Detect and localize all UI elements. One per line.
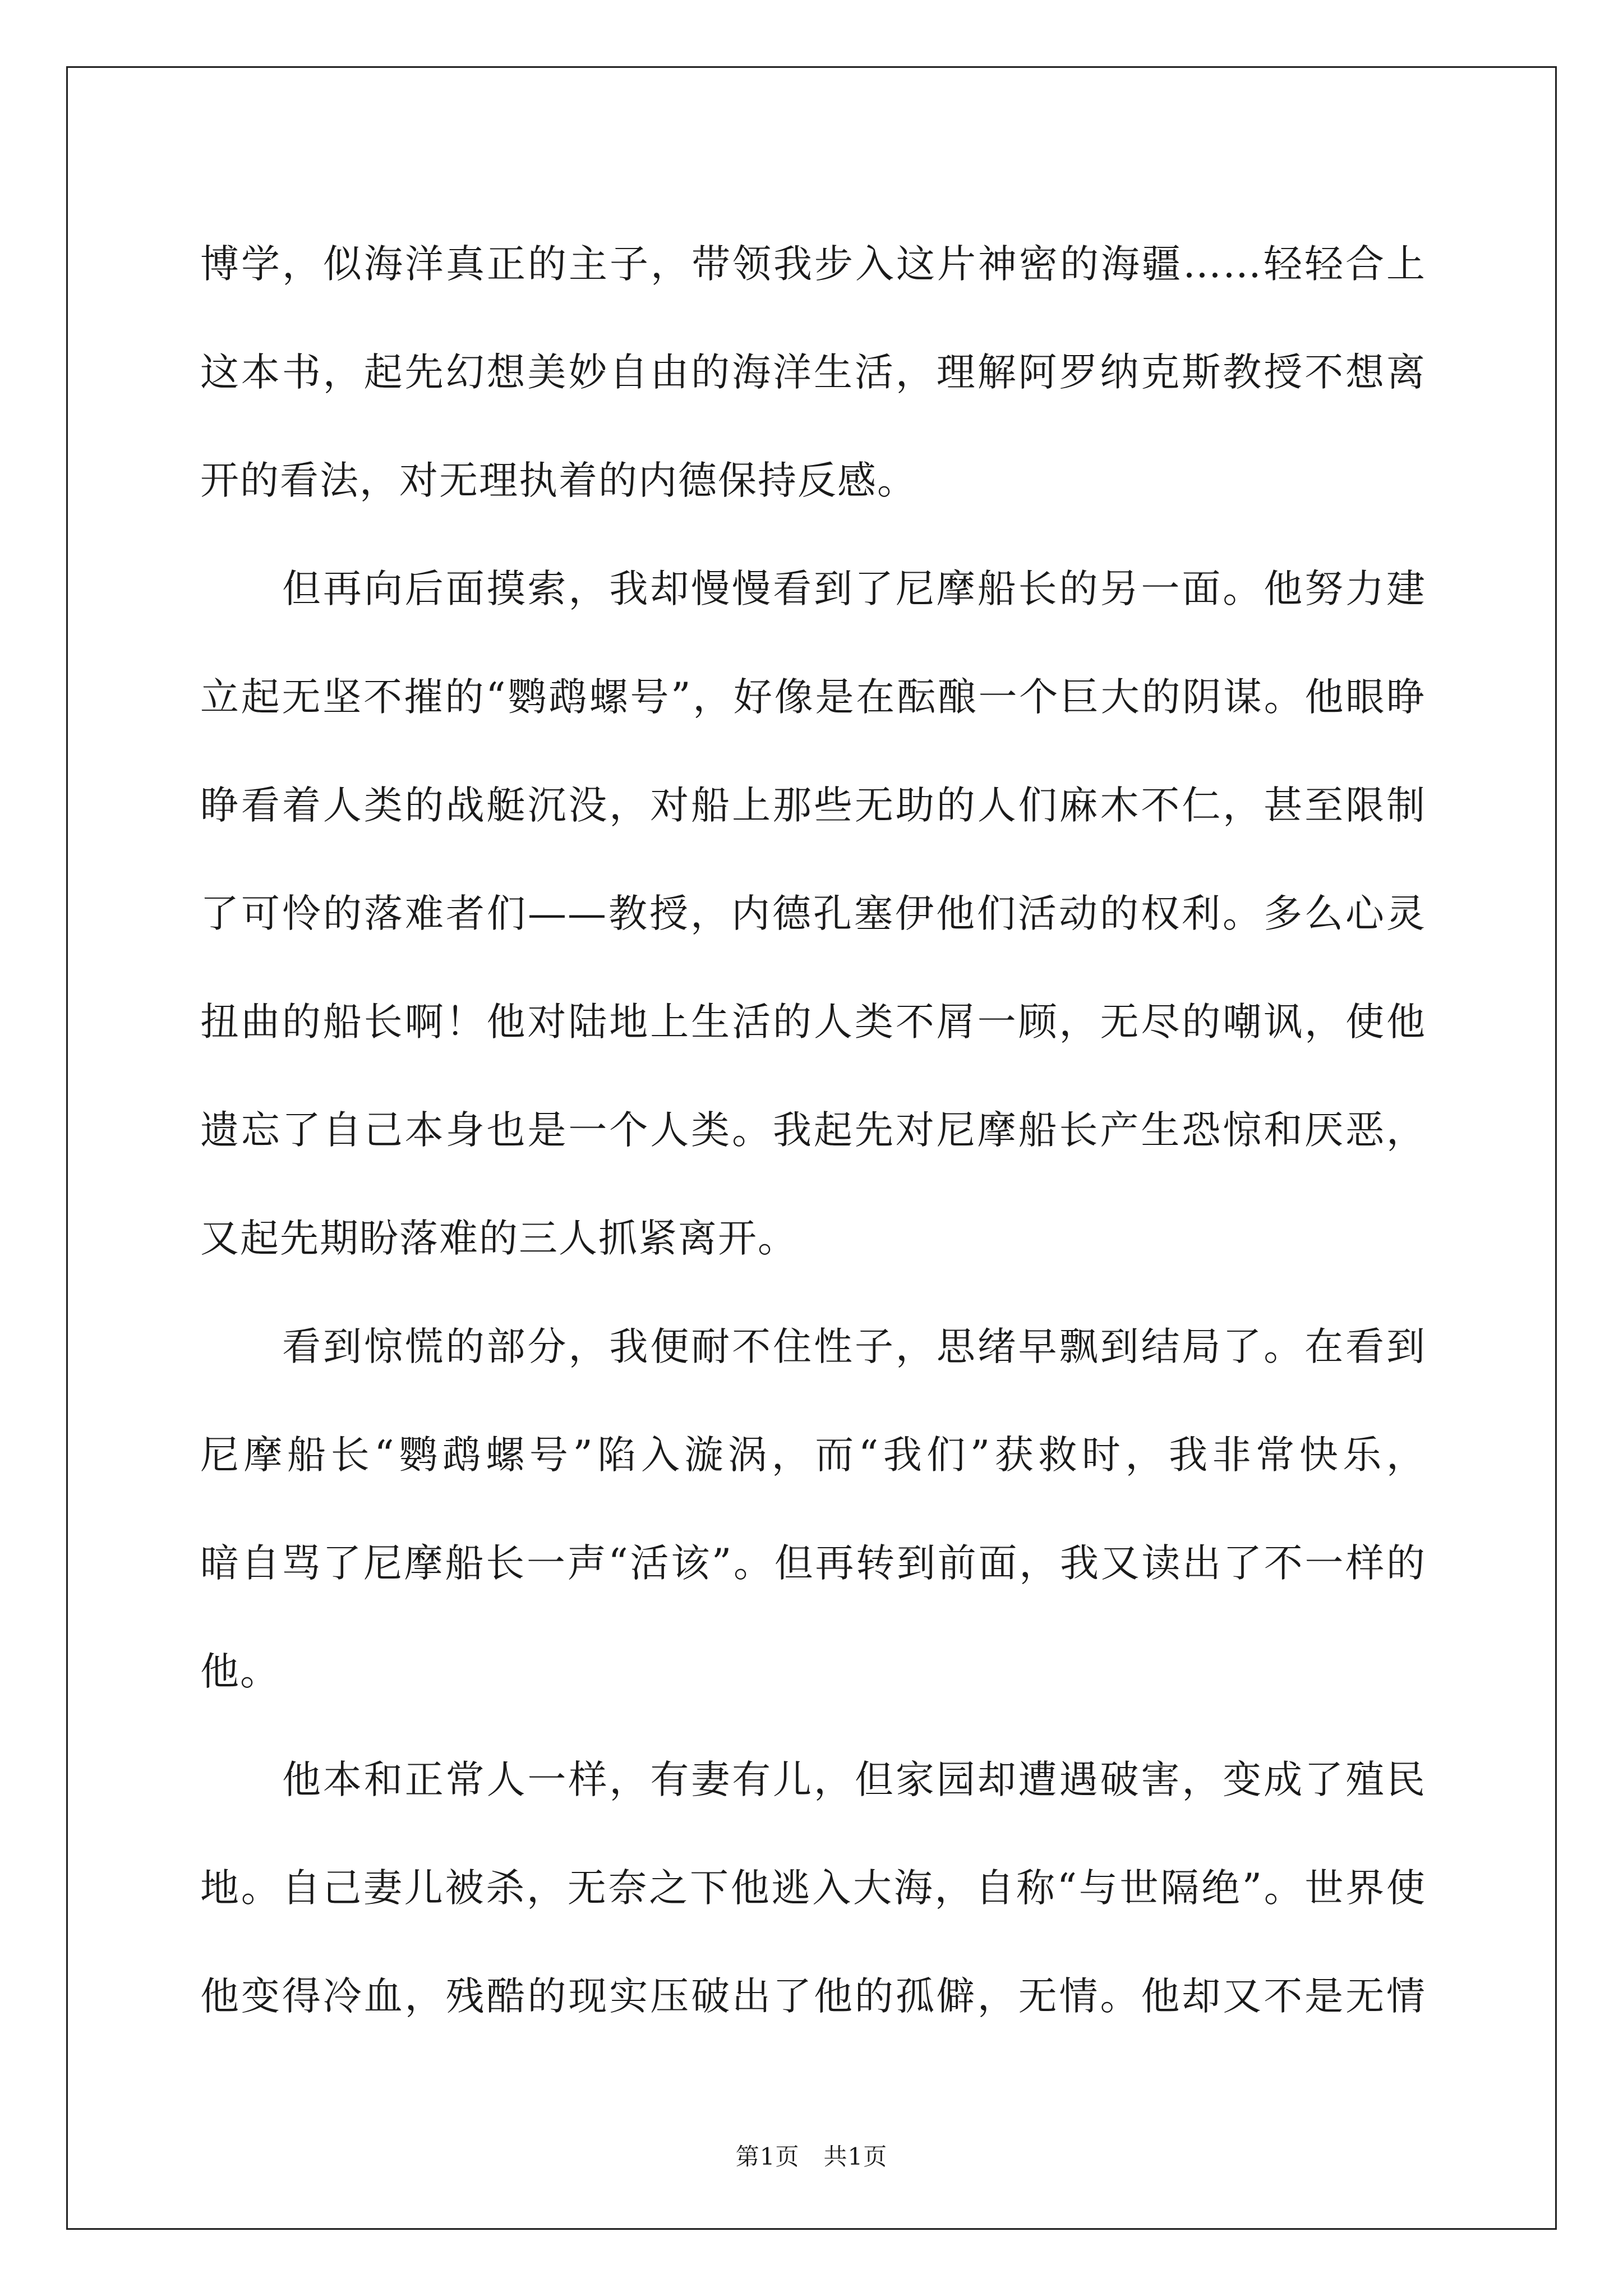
document-body bbox=[200, 210, 1426, 2051]
text-line: 开的看法，对无理执着的内德保持反感。 bbox=[200, 458, 917, 503]
text-line: 立起无坚不摧的“鹦鹉螺号”，好像是在酝酿一个巨大的阴谋。他眼睁 bbox=[200, 675, 1426, 720]
paragraph-first-line: 看到惊慌的部分，我便耐不住性子，思绪早飘到结局了。在看到 bbox=[282, 1324, 1426, 1369]
page-number-footer: 第1页 共1页 bbox=[735, 2143, 888, 2170]
text-line: 扭曲的船长啊！他对陆地上生活的人类不屑一顾，无尽的嘲讽，使他 bbox=[200, 1000, 1426, 1045]
text-line: 又起先期盼落难的三人抓紧离开。 bbox=[200, 1216, 797, 1261]
text-line: 他。 bbox=[200, 1649, 280, 1694]
text-line: 暗自骂了尼摩船长一声“活该”。但再转到前面，我又读出了不一样的 bbox=[200, 1541, 1426, 1586]
text-line: 地。自己妻儿被杀，无奈之下他逃入大海，自称“与世隔绝”。世界使 bbox=[200, 1866, 1426, 1911]
text-line: 这本书，起先幻想美妙自由的海洋生活，理解阿罗纳克斯教授不想离 bbox=[200, 350, 1426, 395]
paragraph-first-line: 他本和正常人一样，有妻有儿，但家园却遭遇破害，变成了殖民 bbox=[282, 1757, 1426, 1802]
text-line: 睁看着人类的战艇沉没，对船上那些无助的人们麻木不仁，甚至限制 bbox=[200, 783, 1426, 828]
text-line: 尼摩船长“鹦鹉螺号”陷入漩涡，而“我们”获救时，我非常快乐， bbox=[200, 1433, 1426, 1478]
text-line: 他变得冷血，残酷的现实压破出了他的孤僻，无情。他却又不是无情 bbox=[200, 1974, 1426, 2019]
text-line: 博学，似海洋真正的主子，带领我步入这片神密的海疆……轻轻合上 bbox=[200, 242, 1426, 287]
paragraph-first-line: 但再向后面摸索，我却慢慢看到了尼摩船长的另一面。他努力建 bbox=[282, 567, 1426, 611]
text-line: 遗忘了自己本身也是一个人类。我起先对尼摩船长产生恐惊和厌恶， bbox=[200, 1108, 1426, 1153]
text-line: 了可怜的落难者们——教授，内德孔塞伊他们活动的权利。多么心灵 bbox=[200, 891, 1426, 936]
